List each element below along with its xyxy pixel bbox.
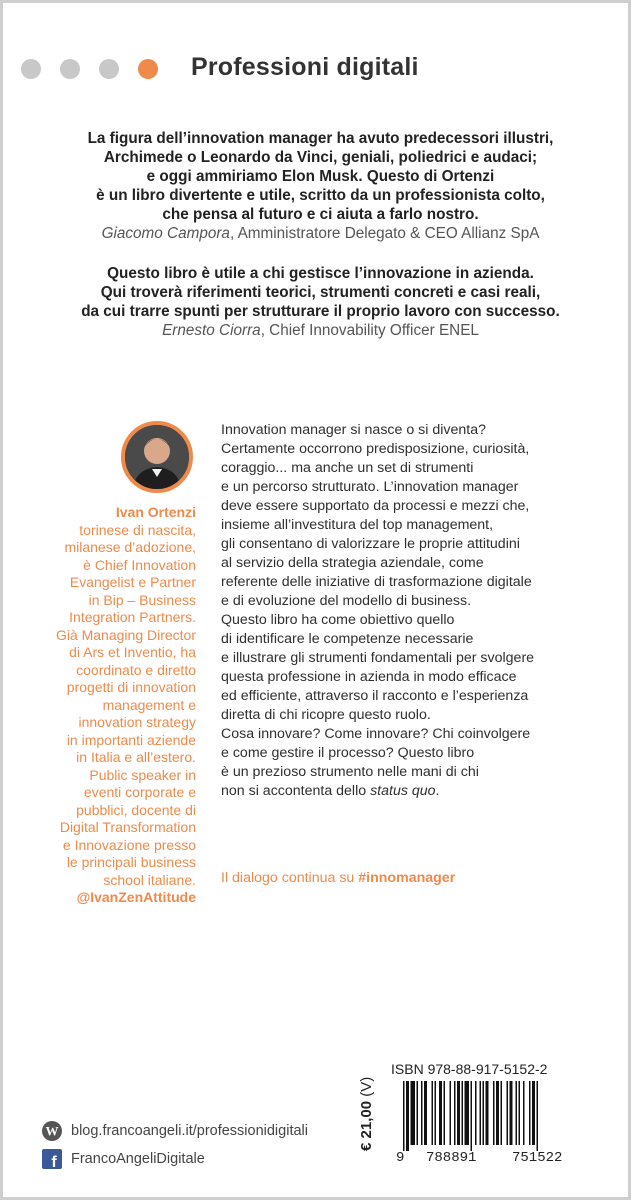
barcode-bar <box>532 1081 535 1145</box>
description-line: di identificare le competenze necessarie <box>221 631 474 647</box>
author-name: Ivan Ortenzi <box>115 504 196 520</box>
svg-text:f: f <box>51 1154 57 1170</box>
barcode-bar <box>516 1081 518 1145</box>
bio-line: Public speaker in <box>89 766 196 783</box>
description-last-prefix: non si accontenta dello <box>221 783 371 799</box>
quote-author-role: , Chief Innovability Officer ENEL <box>260 322 479 339</box>
description-line: al servizio della strategia aziendale, come <box>221 555 484 571</box>
author-social-handle: @IvanZenAttitude <box>76 889 196 905</box>
isbn-number: ISBN 978-88-917-5152-2 <box>391 1061 548 1077</box>
bio-line: Evangelist e Partner <box>69 574 196 590</box>
series-dot <box>60 59 80 79</box>
quote-line: Qui troverà riferimenti teorici, strumenti concreti e casi reali, <box>100 284 541 301</box>
bio-line: milanese d’adozione, <box>64 539 196 555</box>
bio-line: è Chief Innovation <box>83 556 196 573</box>
bio-line: Già Managing Director <box>55 626 196 643</box>
author-portrait-image <box>125 425 189 489</box>
barcode-bar <box>454 1081 456 1145</box>
barcode-bar <box>486 1081 489 1145</box>
bio-line: torinese di nascita, <box>79 521 196 538</box>
barcode-bar <box>523 1081 525 1145</box>
quote-line: da cui trarre spunti per strutturare il proprio lavoro con successo. <box>81 303 560 320</box>
publisher-links <box>41 1117 308 1173</box>
blog-link-text[interactable]: blog.francoangeli.it/professionidigitali <box>71 1123 308 1139</box>
endorsement-quote-2 <box>23 264 618 340</box>
bio-line: e Innovazione presso <box>62 836 196 853</box>
description-line: e di evoluzione del modello di business. <box>221 593 472 609</box>
book-description <box>221 421 623 801</box>
description-line: ed efficiente, attraverso il racconto e l’esperienza <box>221 688 529 704</box>
quote-line: La figura dell’innovation manager ha avuto predecessori illustri, <box>87 130 554 147</box>
bio-line: in Bip – Business <box>88 591 196 608</box>
facebook-icon <box>41 1148 63 1170</box>
series-dot-accent <box>138 59 158 79</box>
barcode-bar <box>444 1081 446 1145</box>
description-line: gli consentano di valorizzare le proprie attitudini <box>221 536 520 552</box>
barcode-bar <box>403 1081 405 1151</box>
description-status-quo: status quo <box>370 783 436 799</box>
series-dot <box>99 59 119 79</box>
barcode-bar <box>519 1081 521 1145</box>
svg-text:W: W <box>45 1123 59 1139</box>
quote-line: Questo libro è utile a chi gestisce l’innovazione in azienda. <box>107 265 534 282</box>
cta-text: Il dialogo continua su <box>221 870 359 886</box>
price-label <box>358 1077 375 1151</box>
barcode-bar <box>493 1081 495 1145</box>
description-line: coraggio... ma anche un set di strumenti <box>221 460 474 476</box>
description-line: Innovation manager si nasce o si diventa? <box>221 422 486 438</box>
bio-line: management e <box>102 696 196 713</box>
quote-author: Ernesto Ciorra <box>162 322 261 339</box>
bio-line: progetti di innovation <box>66 679 196 695</box>
description-line: diretta di chi ricopre questo ruolo. <box>221 707 431 723</box>
series-dots <box>21 59 158 79</box>
description-last-line <box>221 782 623 801</box>
barcode-bars <box>395 1081 605 1151</box>
barcode-bar <box>501 1081 503 1145</box>
bio-line: pubblici, docente di <box>76 801 196 818</box>
author-bio <box>23 504 196 907</box>
barcode-bar <box>450 1081 452 1145</box>
barcode-bar <box>465 1081 470 1145</box>
barcode-bar <box>483 1081 485 1145</box>
barcode-bar <box>507 1081 509 1145</box>
blog-link[interactable] <box>41 1117 308 1145</box>
bio-line: eventi corporate e <box>83 784 196 800</box>
description-line: e illustrare gli strumenti fondamentali per svolgere <box>221 650 535 666</box>
bio-line: Digital Transformation <box>59 819 196 835</box>
description-line: referente delle iniziative di trasformazione digitale <box>221 574 532 590</box>
bio-line: coordinato e diretto <box>76 661 196 678</box>
bio-line: Integration Partners. <box>69 609 196 625</box>
series-dot <box>21 59 41 79</box>
bio-line: le principali business <box>66 854 196 870</box>
bio-line: innovation strategy <box>78 714 196 730</box>
facebook-link[interactable] <box>41 1145 308 1173</box>
barcode-bar <box>424 1081 427 1145</box>
barcode-bar <box>475 1081 477 1145</box>
bio-line: school italiane. <box>103 871 196 888</box>
barcode-bar <box>462 1081 464 1145</box>
barcode-bar <box>496 1081 499 1145</box>
barcode-bar <box>421 1081 423 1145</box>
barcode-digit-group-1: 788891 <box>426 1150 477 1166</box>
price-suffix: (V) <box>358 1076 375 1101</box>
bio-line: di Ars et Inventio, ha <box>69 644 196 660</box>
description-line: è un prezioso strumento nelle mani di chi <box>221 764 479 780</box>
barcode-bar <box>432 1081 434 1145</box>
price-value: € 21,00 <box>358 1100 375 1151</box>
quote-author: Giacomo Campora <box>101 225 230 242</box>
barcode-bar <box>471 1081 473 1151</box>
dialogue-cta <box>221 870 455 886</box>
description-line: deve essere supportato da processi e mezzi che, <box>221 498 530 514</box>
quote-attribution <box>23 321 618 340</box>
description-line: Questo libro ha come obiettivo quello <box>221 612 455 628</box>
barcode-bar <box>406 1081 409 1151</box>
barcode-bar <box>411 1081 416 1145</box>
description-last-suffix: . <box>435 783 440 799</box>
barcode-bar <box>435 1081 437 1145</box>
bio-line: in Italia e all’estero. <box>76 749 196 765</box>
series-title: Professioni digitali <box>191 53 419 81</box>
bio-line: in importanti aziende <box>66 731 196 748</box>
cta-hashtag[interactable]: #innomanager <box>358 870 456 886</box>
endorsement-quote-1 <box>23 129 618 243</box>
description-line: Cosa innovare? Come innovare? Chi coinvolgere <box>221 726 531 742</box>
quote-line: che pensa al futuro e ci aiuta a farlo nostro. <box>162 206 479 223</box>
quote-attribution <box>23 224 618 243</box>
quote-author-role: , Amministratore Delegato & CEO Allianz SpA <box>229 225 540 242</box>
wordpress-icon <box>41 1120 63 1142</box>
barcode-bar <box>510 1081 513 1145</box>
barcode-digit-prefix: 9 <box>396 1150 405 1166</box>
description-line: insieme all’investitura del top management, <box>221 517 494 533</box>
barcode-bar <box>529 1081 531 1145</box>
barcode-bar <box>439 1081 442 1145</box>
author-portrait <box>121 421 193 493</box>
quote-line: è un libro divertente e utile, scritto da un professionista colto, <box>96 187 545 204</box>
description-line: Certamente occorrono predisposizione, curiosità, <box>221 441 530 457</box>
barcode-digit-group-2: 751522 <box>512 1150 563 1166</box>
description-line: questa professione in azienda in modo efficace <box>221 669 517 685</box>
barcode-bar <box>417 1081 419 1145</box>
description-line: e un percorso strutturato. L’innovation manager <box>221 479 519 495</box>
barcode-bar <box>480 1081 482 1145</box>
description-line: e come gestire il processo? Questo libro <box>221 745 475 761</box>
barcode-bar <box>537 1081 539 1151</box>
facebook-link-text[interactable]: FrancoAngeliDigitale <box>71 1151 205 1167</box>
quote-line: e oggi ammiriamo Elon Musk. Questo di Ortenzi <box>146 168 495 185</box>
barcode-bar <box>457 1081 460 1145</box>
quote-line: Archimede o Leonardo da Vinci, geniali, poliedrici e audaci; <box>103 149 538 166</box>
